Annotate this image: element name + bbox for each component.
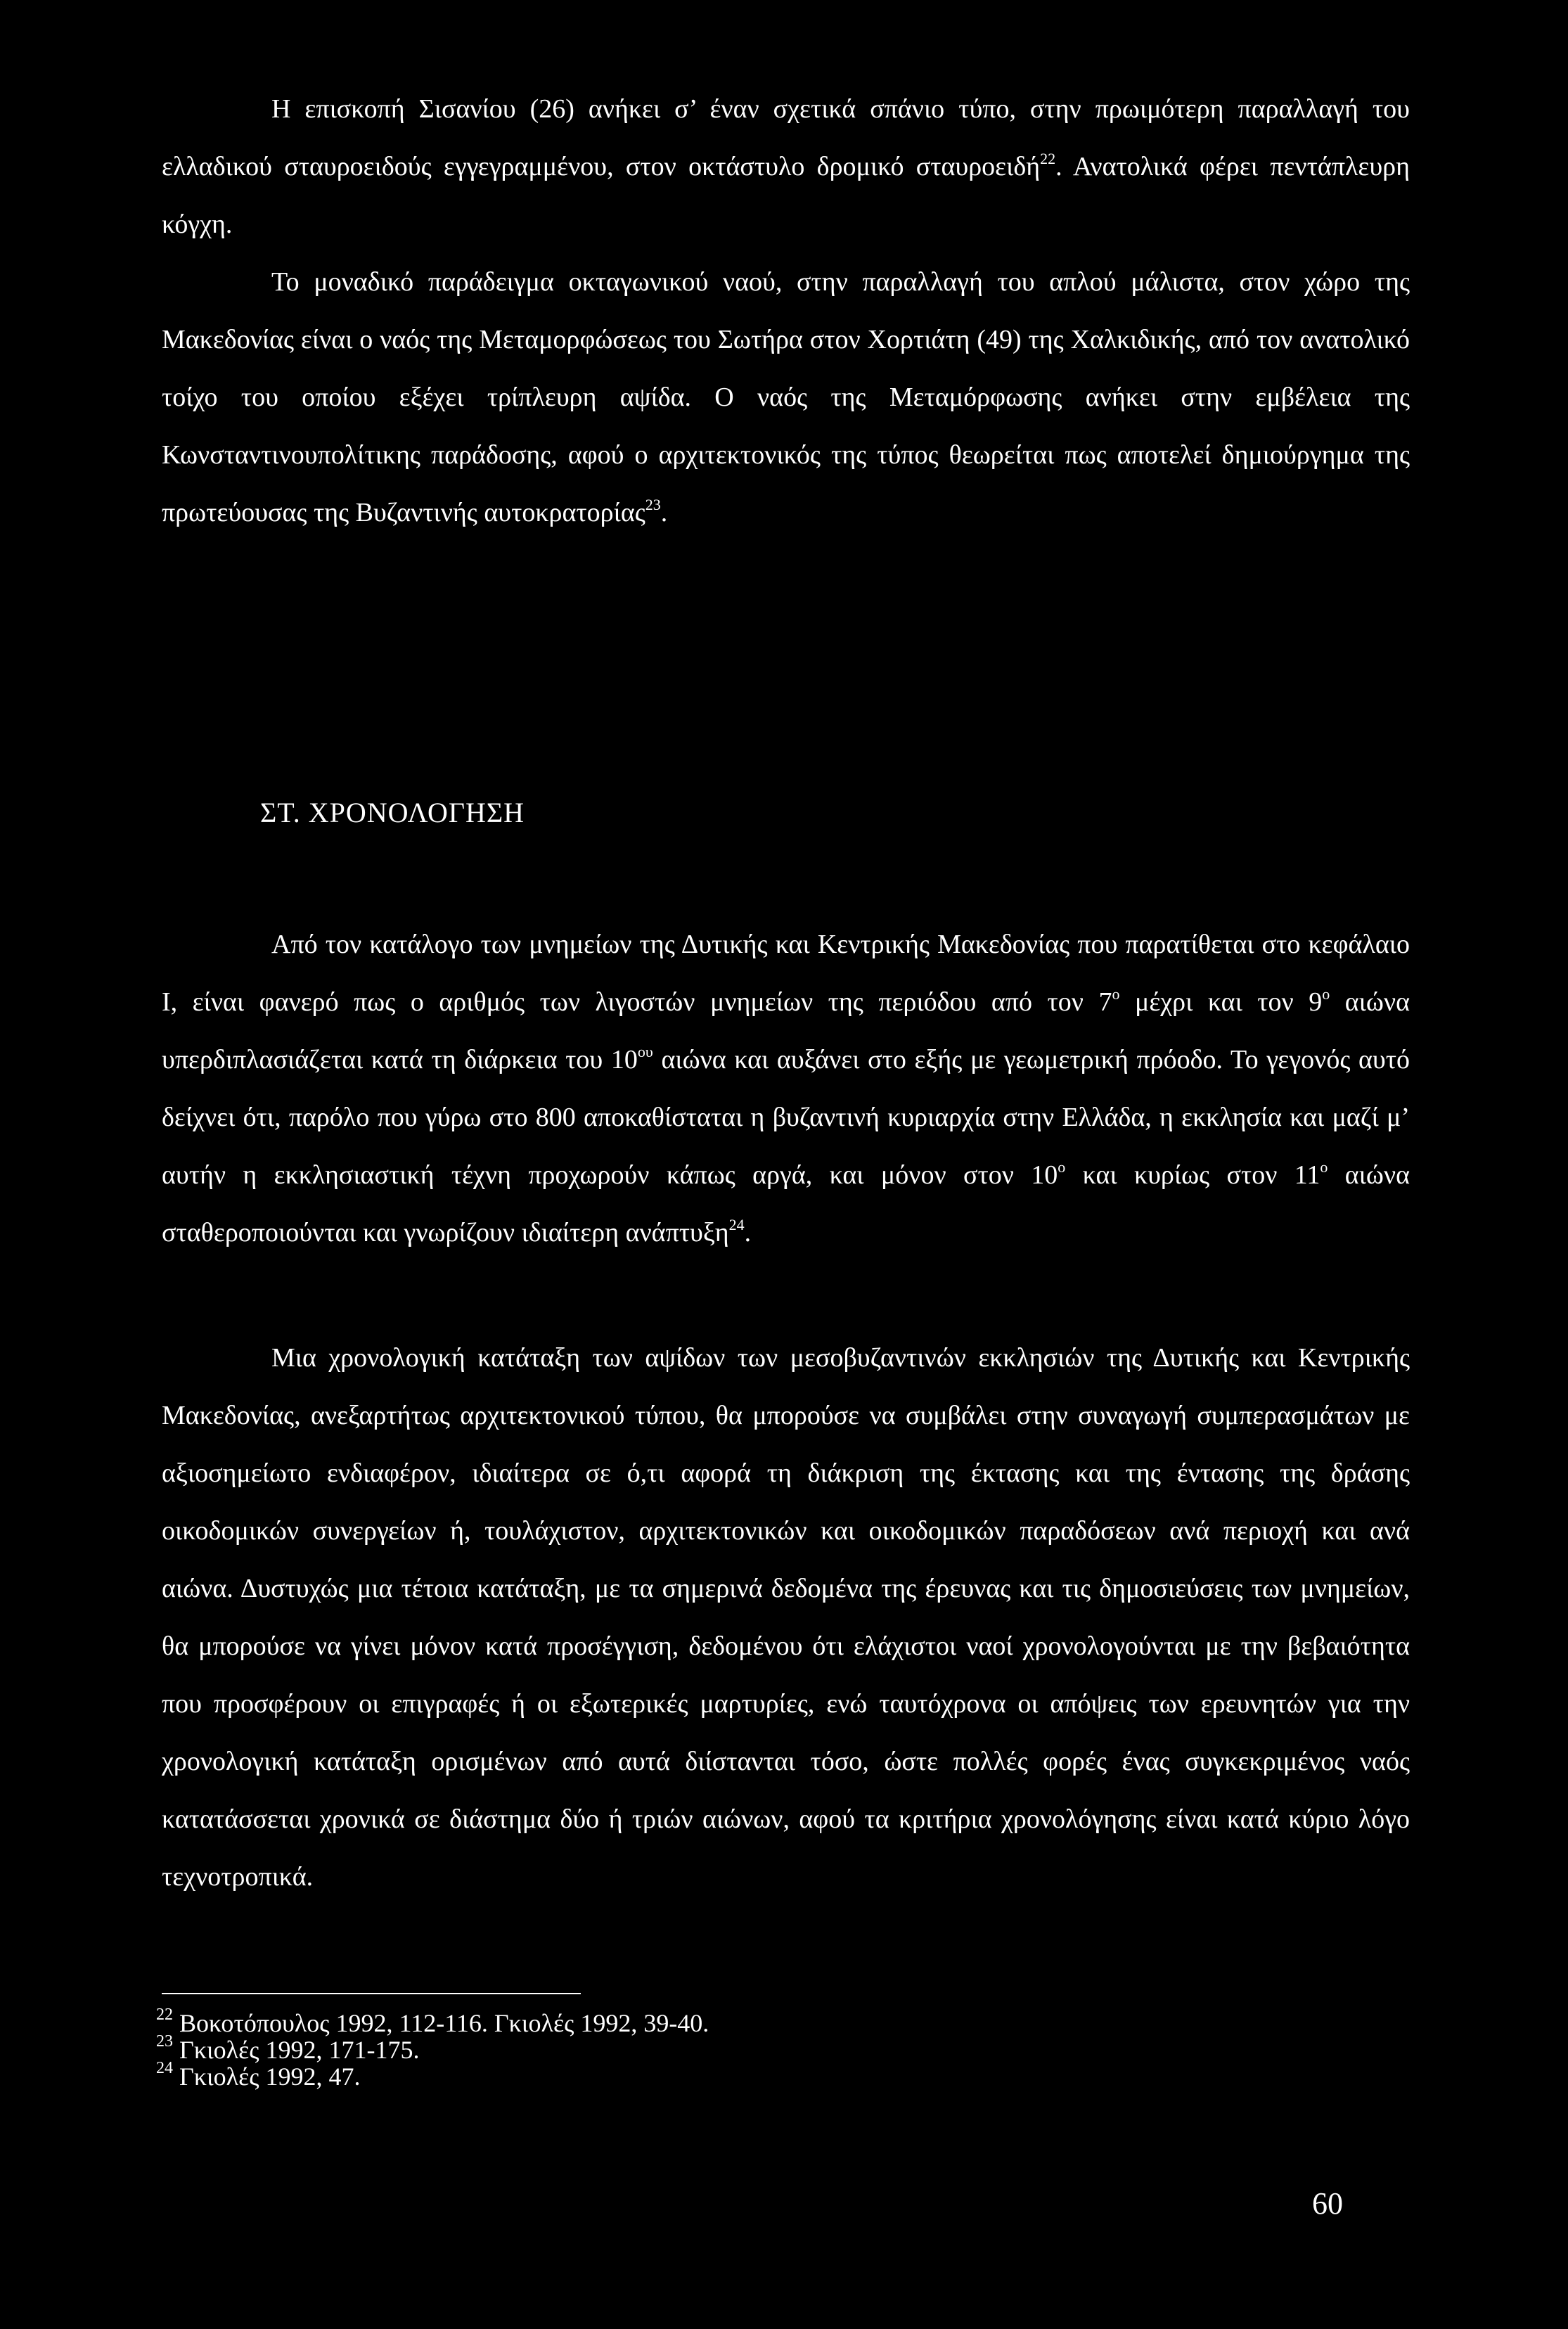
footnote-number: 24 xyxy=(156,2059,173,2077)
section-heading: ΣΤ. ΧΡΟΝΟΛΟΓΗΣΗ xyxy=(260,797,525,828)
footnote-22 xyxy=(156,2006,709,2037)
footnote-separator xyxy=(162,1993,581,1994)
paragraph-text: μέχρι και τον 9 xyxy=(1119,987,1323,1017)
ordinal-sup: ο xyxy=(1322,985,1330,1003)
footnote-ref-24: 24 xyxy=(728,1216,745,1234)
footnote-text: Γκιολές 1992, 47. xyxy=(173,2062,361,2091)
footnote-text: Βοκοτόπουλος 1992, 112-116. Γκιολές 1992, 39-40. xyxy=(173,2009,709,2037)
ordinal-sup: ο xyxy=(1320,1158,1328,1176)
ordinal-sup: ου xyxy=(637,1043,653,1061)
paragraph-text-tail: . xyxy=(744,1218,752,1247)
paragraph-hortiatis xyxy=(162,253,1410,541)
paragraph-apse-classification: Μια χρονολογική κατάταξη των αψίδων των μεσοβυζαντινών εκκλησιών της Δυτικής και Κεντρικής Μακεδονίας, ανεξαρτήτως αρχιτεκτονικού τύπου, θα μπορούσε να συμβάλει στην συναγωγή συμπερασμάτων με αξιοσημείωτο ενδιαφέρον, ιδιαίτερα σε ό,τι αφορά τη διάκριση της έκτασης και της έντασης της δράσης οικοδομικών συνεργείων ή, τουλάχιστον, αρχιτεκτονικών και οικοδομικών παραδόσεων ανά περιοχή και ανά αιώνα. Δυστυχώς μια τέτοια κατάταξη, με τα σημερινά δεδομένα της έρευνας και τις δημοσιεύσεις των μνημείων, θα μπορούσε να γίνει μόνον κατά προσέγγιση, δεδομένου ότι ελάχιστοι ναοί χρονολογούνται με την βεβαιότητα που προσφέρουν οι επιγραφές ή οι εξωτερικές μαρτυρίες, ενώ ταυτόχρονα οι απόψεις των ερευνητών για την χρονολογική κατάταξη ορισμένων από αυτά διίστανται τόσο, ώστε πολλές φορές ένας συγκεκριμένος ναός κατατάσσεται χρονικά σε διάστημα δύο ή τριών αιώνων, αφού τα κριτήρια χρονολόγησης είναι κατά κύριο λόγο τεχνοτροπικά. xyxy=(162,1343,1410,1892)
footnote-23 xyxy=(156,2032,709,2064)
paragraph-text: Η επισκοπή Σισανίου (26) ανήκει σ’ έναν σχετικά σπάνιο τύπο, στην πρωιμότερη παραλλαγή του ελλαδικού σταυροειδούς εγγεγραμμένου, στον οκτάστυλο δρομικό σταυροειδή xyxy=(162,94,1410,181)
paragraph-text: Από τον κατάλογο των μνημείων της Δυτικής και Κεντρικής Μακεδονίας που παρατίθεται στο κεφάλαιο Ι, είναι φανερό πως ο αριθμός των λιγοστών μνημείων της περιόδου από τον 7 xyxy=(162,930,1410,1017)
ordinal-sup: ο xyxy=(1112,985,1120,1003)
footnote-number: 23 xyxy=(156,2032,173,2051)
footnotes xyxy=(156,2006,709,2091)
footnote-text: Γκιολές 1992, 171-175. xyxy=(173,2036,420,2064)
footnote-24 xyxy=(156,2059,709,2091)
paragraph-text-tail: . Ανατολικά φέρει πεντάπλευρη κόγχη. xyxy=(162,152,1410,239)
paragraph-sisanio xyxy=(162,80,1410,253)
paragraph-text: αιώνα και αυξάνει στο εξής με γεωμετρική πρόοδο. Το γεγονός αυτό δείχνει ότι, παρόλο που γύρω στο 800 αποκαθίσταται η βυζαντινή κυριαρχία στην Ελλάδα, η εκκλησία και μαζί μ’ αυτήν η εκκλησιαστική τέχνη προχωρούν κάπως αργά, και μόνον στον 10 xyxy=(162,1045,1410,1190)
paragraph-text: Το μοναδικό παράδειγμα οκταγωνικού ναού, στην παραλλαγή του απλού μάλιστα, στον χώρο της Μακεδονίας είναι ο ναός της Μεταμορφώσεως του Σωτήρα στον Χορτιάτη (49) της Χαλκιδικής, από τον ανατολικό τοίχο του οποίου εξέχει τρίπλευρη αψίδα. Ο ναός της Μεταμόρφωσης ανήκει στην εμβέλεια της Κωνσταντινουπολίτικης παράδοσης, αφού ο αρχιτεκτονικός της τύπος θεωρείται πως αποτελεί δημιούργημα της πρωτεύουσας της Βυζαντινής αυτοκρατορίας xyxy=(162,267,1410,527)
ordinal-sup: ο xyxy=(1058,1158,1066,1176)
paragraph-text: αιώνα υπερδιπλασιάζεται κατά τη διάρκεια του 10 xyxy=(162,987,1410,1074)
paragraph-text: αιώνα σταθεροποιούνται και γνωρίζουν ιδιαίτερη ανάπτυξη xyxy=(162,1160,1410,1247)
footnote-ref-22: 22 xyxy=(1040,150,1056,168)
paragraph-chronology xyxy=(162,916,1410,1262)
footnote-ref-23: 23 xyxy=(645,496,661,514)
footnote-number: 22 xyxy=(156,2006,173,2024)
paragraph-text-tail: . xyxy=(660,498,668,527)
page-number: 60 xyxy=(1312,2186,1343,2221)
paragraph-text: και κυρίως στον 11 xyxy=(1065,1160,1320,1190)
